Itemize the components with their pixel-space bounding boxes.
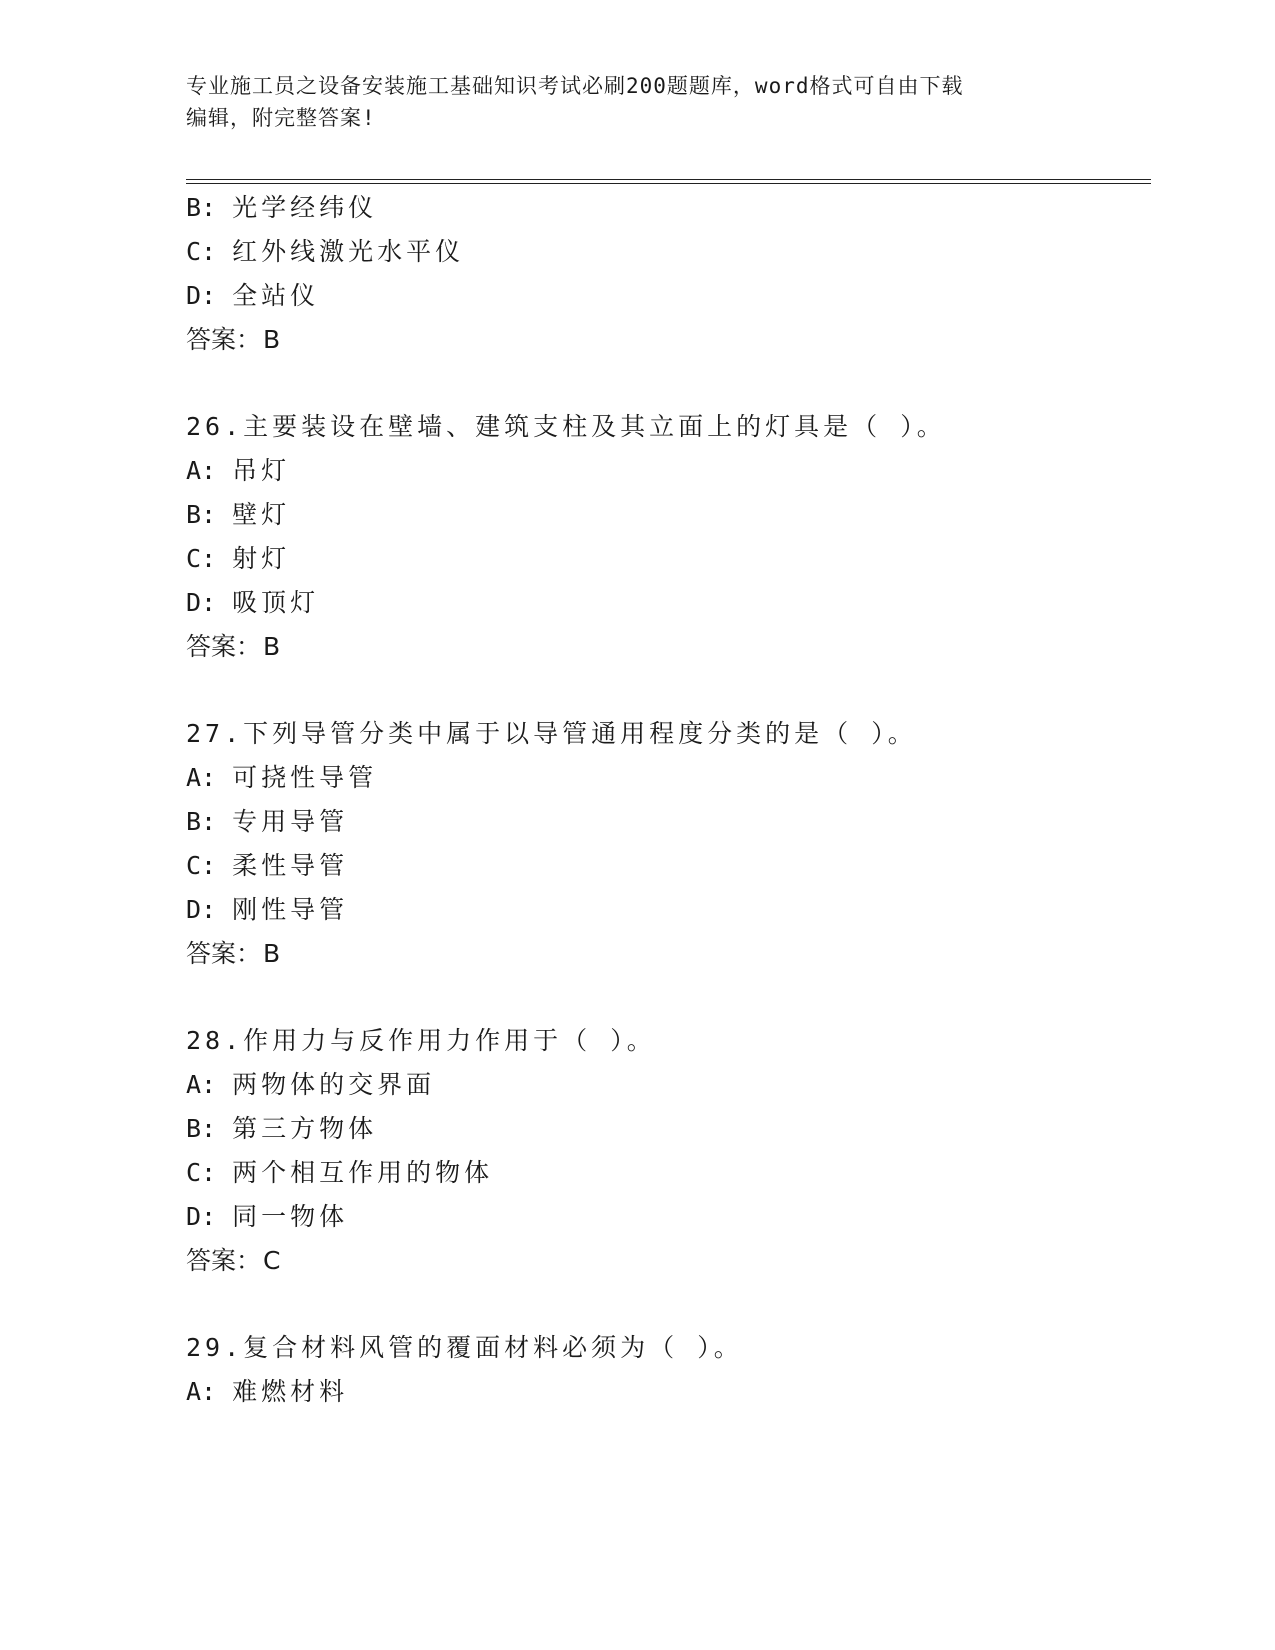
answer-line: [186, 939, 280, 969]
option-text: 吊灯: [232, 456, 291, 485]
option-text: 第三方物体: [232, 1114, 378, 1143]
option-key: D:: [186, 895, 217, 924]
option-c: [186, 237, 464, 267]
answer-value: B: [263, 325, 281, 354]
option-text: 全站仪: [232, 281, 320, 310]
header-title-line-2: 编辑，附完整答案!: [186, 106, 376, 130]
answer-line: [186, 325, 280, 355]
header-divider-top: [186, 179, 1151, 180]
option-key: C:: [186, 1158, 217, 1187]
option-a: [186, 456, 290, 486]
answer-value: C: [263, 1246, 281, 1275]
option-key: A:: [186, 763, 217, 792]
answer-label: 答案：: [186, 325, 262, 354]
option-text: 刚性导管: [232, 895, 349, 924]
option-key: C:: [186, 544, 217, 573]
option-text: 同一物体: [232, 1202, 349, 1231]
option-d: [186, 281, 319, 311]
option-text: 两个相互作用的物体: [232, 1158, 494, 1187]
question-stem: 27.下列导管分类中属于以导管通用程度分类的是（ ）。: [186, 719, 917, 748]
document-header: [186, 70, 1066, 134]
answer-label: 答案：: [186, 939, 262, 968]
option-a: [186, 763, 377, 793]
option-key: A:: [186, 1377, 217, 1406]
option-d: [186, 895, 348, 925]
option-text: 射灯: [232, 544, 291, 573]
option-c: [186, 1158, 493, 1188]
option-key: A:: [186, 1070, 217, 1099]
option-text: 两物体的交界面: [232, 1070, 436, 1099]
question-stem: 26.主要装设在壁墙、建筑支柱及其立面上的灯具是（ ）。: [186, 412, 946, 441]
option-c: [186, 544, 290, 574]
option-text: 壁灯: [232, 500, 291, 529]
option-c: [186, 851, 348, 881]
option-key: A:: [186, 456, 217, 485]
header-title-line-1: 专业施工员之设备安装施工基础知识考试必刷200题题库，word格式可自由下载: [186, 74, 964, 98]
answer-line: [186, 1246, 280, 1276]
answer-value: B: [263, 939, 281, 968]
option-key: B:: [186, 193, 217, 222]
option-b: [186, 807, 348, 837]
answer-label: 答案：: [186, 1246, 262, 1275]
option-key: C:: [186, 851, 217, 880]
option-text: 专用导管: [232, 807, 349, 836]
option-a: [186, 1377, 348, 1407]
option-key: D:: [186, 281, 217, 310]
option-key: D:: [186, 1202, 217, 1231]
option-text: 吸顶灯: [232, 588, 320, 617]
option-d: [186, 1202, 348, 1232]
option-key: D:: [186, 588, 217, 617]
option-text: 光学经纬仪: [232, 193, 378, 222]
header-divider-bottom: [186, 183, 1151, 184]
option-text: 可挠性导管: [232, 763, 378, 792]
option-text: 难燃材料: [232, 1377, 349, 1406]
option-key: C:: [186, 237, 217, 266]
option-key: B:: [186, 807, 217, 836]
option-d: [186, 588, 319, 618]
option-key: B:: [186, 500, 217, 529]
option-b: [186, 500, 290, 530]
answer-line: [186, 632, 280, 662]
answer-value: B: [263, 632, 281, 661]
option-text: 柔性导管: [232, 851, 349, 880]
option-a: [186, 1070, 435, 1100]
option-key: B:: [186, 1114, 217, 1143]
question-stem: 29.复合材料风管的覆面材料必须为（ ）。: [186, 1333, 743, 1362]
option-b: [186, 1114, 377, 1144]
question-stem: 28.作用力与反作用力作用于（ ）。: [186, 1026, 656, 1055]
option-b: [186, 193, 377, 223]
answer-label: 答案：: [186, 632, 262, 661]
option-text: 红外线激光水平仪: [232, 237, 465, 266]
